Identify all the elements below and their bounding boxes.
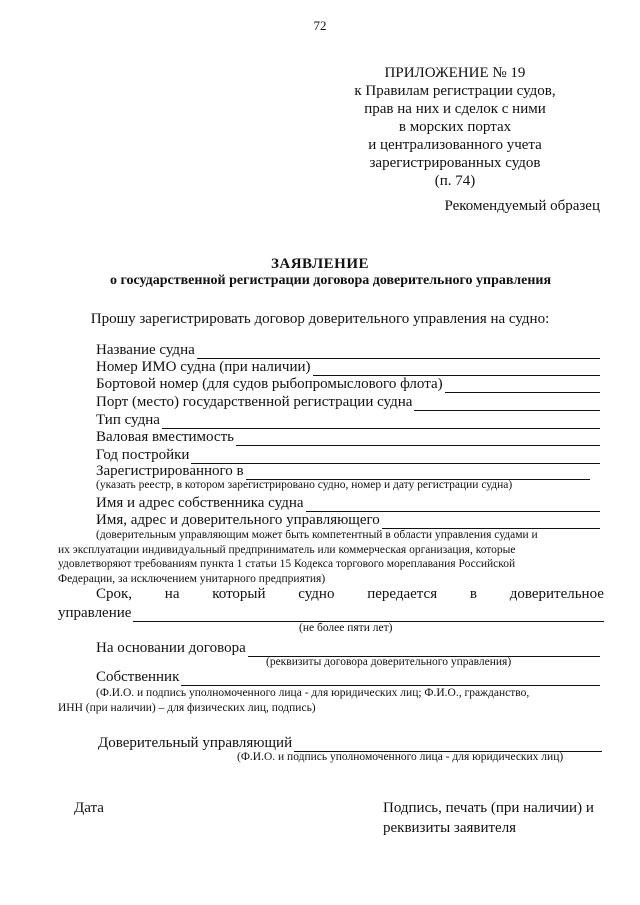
- page-number: 72: [313, 18, 327, 33]
- field-label: Доверительный управляющий: [98, 735, 293, 751]
- term-word: судно: [298, 586, 335, 602]
- imo-field: [96, 358, 600, 376]
- trustee-note: [58, 528, 604, 586]
- term-word: на: [164, 586, 180, 602]
- vessel-type-input-line[interactable]: [162, 415, 600, 429]
- vessel-name-input-line[interactable]: [197, 345, 600, 359]
- owner-note-line: ИНН (при наличии) – для физических лиц, подпись): [58, 701, 316, 714]
- vessel-type-field: [96, 411, 600, 429]
- field-label: На основании договора: [96, 640, 246, 656]
- date-label: Дата: [74, 800, 104, 816]
- basis-note: (реквизиты договора доверительного управления): [266, 656, 512, 668]
- field-label: Название судна: [96, 342, 195, 358]
- document-title: ЗАЯВЛЕНИЕ: [270, 256, 370, 272]
- field-label: Валовая вместимость: [96, 429, 234, 445]
- registered-in-note: (указать реестр, в котором зарегистрировано судно, номер и дату регистрации судна): [96, 479, 513, 491]
- port-input-line[interactable]: [414, 397, 600, 411]
- basis-input-line[interactable]: [248, 643, 600, 657]
- signature-block: [383, 798, 594, 838]
- term-word: доверительное: [509, 586, 604, 602]
- tonnage-field: [96, 428, 600, 446]
- tonnage-input-line[interactable]: [236, 432, 600, 446]
- port-field: [96, 393, 600, 411]
- registered-in-field: [96, 462, 590, 480]
- term-word: который: [212, 586, 266, 602]
- field-label: Порт (место) государственной регистрации судна: [96, 394, 413, 410]
- field-label: Бортовой номер (для судов рыбопромыслового флота): [96, 376, 443, 392]
- owner-signature-note: [58, 686, 604, 715]
- owner-signature-field: [96, 668, 600, 686]
- trustee-signature-field: [98, 734, 602, 752]
- board-number-input-line[interactable]: [445, 379, 600, 393]
- field-label: Тип судна: [96, 412, 160, 428]
- vessel-name-field: [96, 341, 600, 359]
- appendix-line: в морских портах: [398, 119, 512, 135]
- term-input-line[interactable]: [133, 608, 604, 622]
- trustee-note-line: (доверительным управляющим может быть компетентный в области управления судами и: [96, 529, 538, 541]
- owner-signature-line[interactable]: [181, 672, 600, 686]
- field-label: Имя, адрес и доверительного управляющего: [96, 512, 380, 528]
- board-number-field: [96, 375, 600, 393]
- term-word: Срок,: [96, 586, 133, 602]
- term-word: передается: [367, 586, 438, 602]
- field-label: Зарегистрированного в: [96, 463, 244, 479]
- appendix-line: (п. 74): [434, 173, 476, 189]
- term-note: (не более пяти лет): [299, 622, 393, 634]
- term-word: в: [469, 586, 477, 602]
- term-row: [96, 586, 604, 603]
- appendix-line: к Правилам регистрации судов,: [354, 83, 556, 99]
- trustee-input-line[interactable]: [382, 515, 600, 529]
- document-subtitle: о государственной регистрации договора доверительного управления: [110, 273, 552, 288]
- owner-input-line[interactable]: [306, 498, 600, 512]
- appendix-block: [330, 64, 580, 190]
- imo-input-line[interactable]: [313, 362, 600, 376]
- trustee-note-line: их эксплуатации индивидуальный предприниматель или коммерческая организация, которые: [58, 543, 516, 556]
- trustee-note-line: удовлетворяют требованиям пункта 1 статьи 15 Кодекса торгового мореплавания Российской: [58, 558, 516, 570]
- owner-note-line: (Ф.И.О. и подпись уполномоченного лица - для юридических лиц; Ф.И.О., гражданство,: [96, 687, 530, 699]
- field-label: Номер ИМО судна (при наличии): [96, 359, 311, 375]
- field-label: Имя и адрес собственника судна: [96, 495, 304, 511]
- field-label: Год постройки: [96, 447, 190, 463]
- trustee-field: [96, 511, 600, 529]
- trustee-signature-note: (Ф.И.О. и подпись уполномоченного лица - для юридических лиц): [237, 751, 564, 763]
- request-text: Прошу зарегистрировать договор доверительного управления на судно:: [90, 311, 550, 327]
- registered-in-input-line[interactable]: [246, 466, 590, 480]
- appendix-title: ПРИЛОЖЕНИЕ № 19: [384, 65, 526, 81]
- field-label: Собственник: [96, 669, 180, 685]
- trustee-note-line: Федерации, за исключением унитарного предприятия): [58, 572, 326, 585]
- signature-line: реквизиты заявителя: [383, 820, 517, 836]
- appendix-line: прав на них и сделок с ними: [364, 101, 546, 117]
- field-label: управление: [58, 605, 132, 621]
- term-continuation: [58, 604, 604, 622]
- trustee-signature-line[interactable]: [294, 738, 602, 752]
- owner-field: [96, 494, 600, 512]
- appendix-line: зарегистрированных судов: [369, 155, 541, 171]
- appendix-line: и централизованного учета: [368, 137, 542, 153]
- recommended-sample-label: Рекомендуемый образец: [444, 198, 600, 214]
- basis-field: [96, 639, 600, 657]
- signature-line: Подпись, печать (при наличии) и: [383, 800, 594, 816]
